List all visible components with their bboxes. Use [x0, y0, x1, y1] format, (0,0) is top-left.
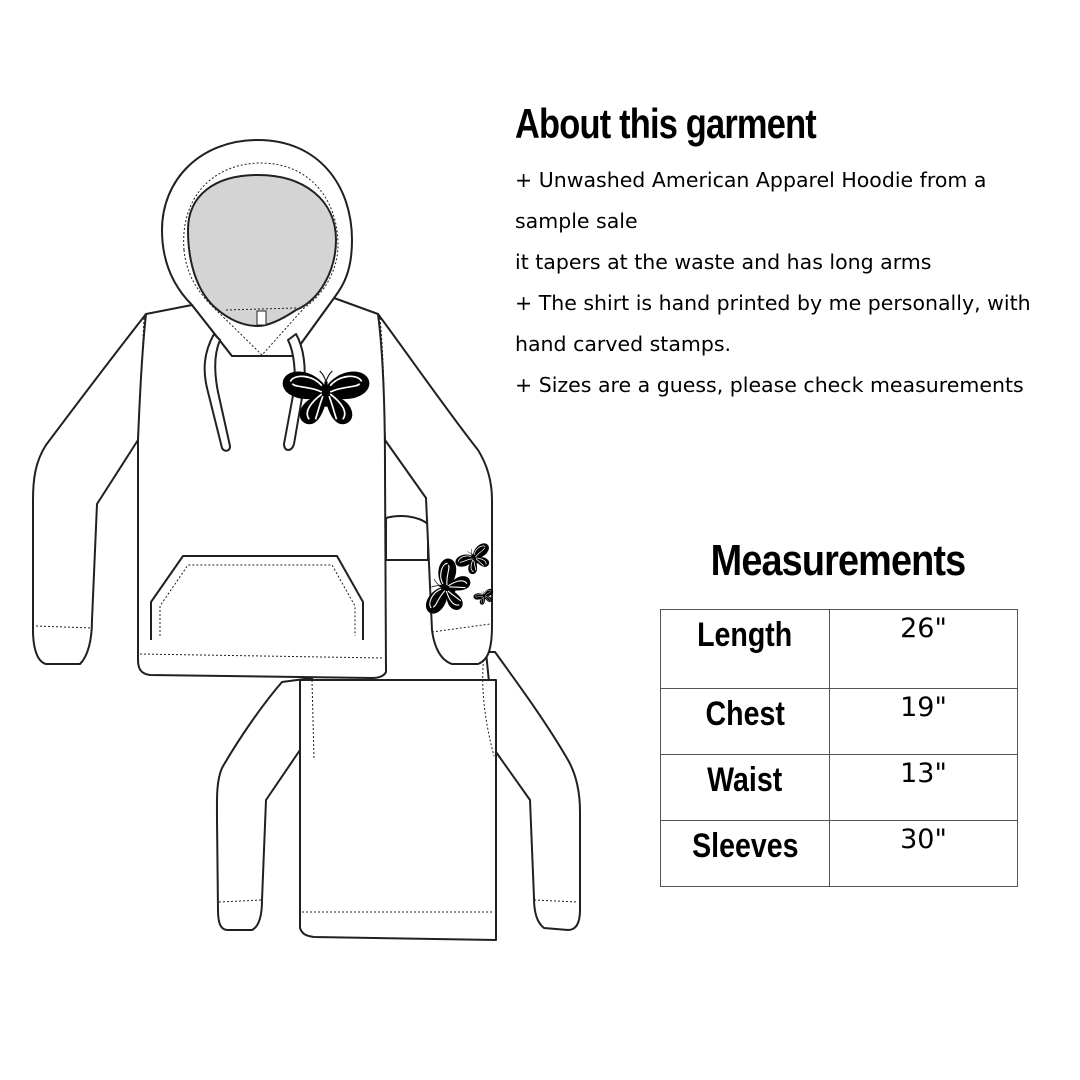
about-line: hand carved stamps.	[515, 332, 732, 356]
measurement-value: 26"	[830, 610, 1018, 689]
about-line: + Sizes are a guess, please check measurements	[515, 373, 1024, 397]
measurements-table	[660, 609, 1018, 887]
measurement-label: Waist	[661, 755, 830, 821]
about-line: it tapers at the waste and has long arms	[515, 250, 932, 274]
measurement-value: 30"	[830, 821, 1018, 887]
measurement-value: 13"	[830, 755, 1018, 821]
table-row	[661, 689, 1018, 755]
measurement-label: Chest	[661, 689, 830, 755]
table-row	[661, 821, 1018, 887]
about-line: + Unwashed American Apparel Hoodie from a	[515, 168, 987, 192]
about-line: + The shirt is hand printed by me personally, with	[515, 291, 1031, 315]
table-row	[661, 610, 1018, 689]
measurement-value: 19"	[830, 689, 1018, 755]
table-row	[661, 755, 1018, 821]
about-title: About this garment	[515, 100, 816, 147]
about-line: sample sale	[515, 209, 638, 233]
measurement-label: Length	[661, 610, 830, 689]
about-description	[515, 160, 1060, 406]
hoodie-front-sketch	[33, 140, 492, 678]
measurement-label: Sleeves	[661, 821, 830, 887]
measurements-title: Measurements	[710, 536, 966, 585]
